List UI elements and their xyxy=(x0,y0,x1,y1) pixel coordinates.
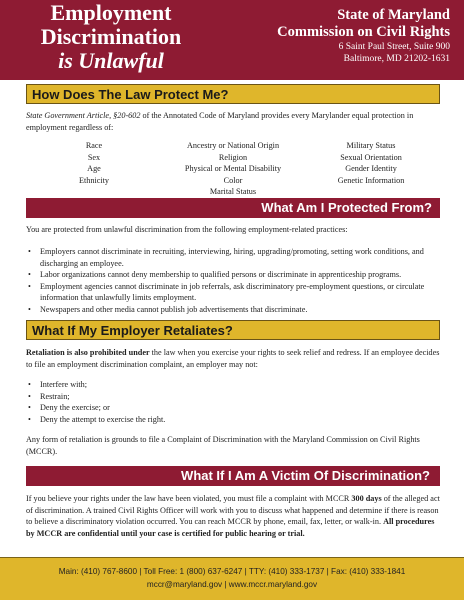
class-item: Sexual Orientation xyxy=(340,152,402,162)
title-line-1: Employment xyxy=(50,0,172,25)
protected-classes-col-3 xyxy=(312,140,430,186)
class-item: Ancestry or National Origin xyxy=(186,141,280,150)
org-name-line-1: State of Maryland xyxy=(337,7,450,23)
class-item: Sex xyxy=(87,152,101,162)
class-item: Race xyxy=(85,141,103,150)
list-item: • Interfere with; xyxy=(26,379,440,391)
deadline-emphasis: 300 days xyxy=(351,494,382,503)
class-item: Marital Status xyxy=(209,187,257,196)
org-name-line-2: Commission on Civil Rights xyxy=(277,24,450,40)
protected-classes-col-1 xyxy=(58,140,130,186)
list-item: • Newspapers and other media cannot publish job advertisements that discriminate. xyxy=(26,304,440,316)
class-item: Military Status xyxy=(346,141,396,150)
retaliates-intro xyxy=(26,347,440,370)
class-item: Religion xyxy=(218,152,248,162)
page-title xyxy=(0,1,222,73)
retaliates-closing: Any form of retaliation is grounds to file a Complaint of Discrimination with the Maryland Commission on Civil Rights (MCCR). xyxy=(26,435,420,456)
list-item: • Deny the attempt to exercise the right. xyxy=(26,414,440,426)
statute-reference: State Government Article, §20-602 xyxy=(26,111,141,120)
organization-block xyxy=(277,7,450,65)
section-heading-protected-from: What Am I Protected From? xyxy=(26,198,440,218)
contact-phones: Main: (410) 767-8600 | Toll Free: 1 (800) 637-6247 | TTY: (410) 333-1737 | Fax: (410) 333-1841 xyxy=(58,567,406,576)
address-line-1: 6 Saint Paul Street, Suite 900 xyxy=(338,42,450,52)
class-item: Gender Identity xyxy=(345,164,397,173)
protected-classes-col-2 xyxy=(165,140,301,198)
confidentiality-emphasis: All procedures by MCCR are confidential until your case is certified for public hearing or trial. xyxy=(26,517,435,538)
victim-body-text-1: If you believe your rights under the law have been violated, you must file a complaint with MCCR xyxy=(26,494,352,503)
section-heading-protect: How Does The Law Protect Me? xyxy=(26,84,440,104)
footer-contact xyxy=(0,557,464,600)
address-line-2: Baltimore, MD 21202-1631 xyxy=(343,54,450,64)
list-item: • Deny the exercise; or xyxy=(26,402,440,414)
protect-intro xyxy=(26,110,440,133)
contact-web: mccr@maryland.gov | www.mccr.maryland.gov xyxy=(146,580,318,589)
list-item: • Labor organizations cannot deny membership to qualified persons or discriminate in apprenticeship programs. xyxy=(26,269,440,281)
class-item: Color xyxy=(223,175,243,185)
title-line-3: is Unlawful xyxy=(58,48,164,73)
title-line-2: Discrimination xyxy=(40,24,182,49)
list-item: • Restrain; xyxy=(26,391,440,403)
protect-intro-text: of the Annotated Code of Maryland provides every Marylander equal protection in employment regardless of: xyxy=(26,111,414,132)
protected-from-intro: You are protected from unlawful discrimination from the following employment-related practices: xyxy=(26,225,348,234)
class-item: Age xyxy=(87,164,101,173)
section-heading-victim: What If I Am A Victim Of Discrimination? xyxy=(26,466,440,486)
section-heading-retaliates: What If My Employer Retaliates? xyxy=(26,320,440,340)
class-item: Genetic Information xyxy=(337,175,405,185)
victim-body xyxy=(26,493,440,539)
retaliation-emphasis: Retaliation is also prohibited under xyxy=(26,348,150,357)
retaliates-intro-text: the law when you exercise your rights to seek relief and redress. If an employee decides to file an employment discrimination complaint, an employer may not: xyxy=(26,348,440,369)
class-item: Ethnicity xyxy=(78,175,109,185)
header-banner xyxy=(0,0,464,80)
class-item: Physical or Mental Disability xyxy=(184,164,282,173)
protected-from-list xyxy=(26,246,440,315)
list-item: • Employers cannot discriminate in recruiting, interviewing, hiring, upgrading/promoting, setting work conditions, and discharging an employee. xyxy=(26,246,440,269)
victim-body-text-2: of the alleged act of discrimination. A trained Civil Rights Officer will work with you to discuss what happened and determine if there is reason to believe a discriminatory violation occurred. You can reach MCCR by phone, email, fax, letter, or walk-in. xyxy=(26,494,440,526)
list-item: • Employment agencies cannot discriminate in job referrals, ask discriminatory pre-employment questions, or circulate information that unlawfully limits employment. xyxy=(26,281,440,304)
retaliation-list xyxy=(26,379,440,425)
